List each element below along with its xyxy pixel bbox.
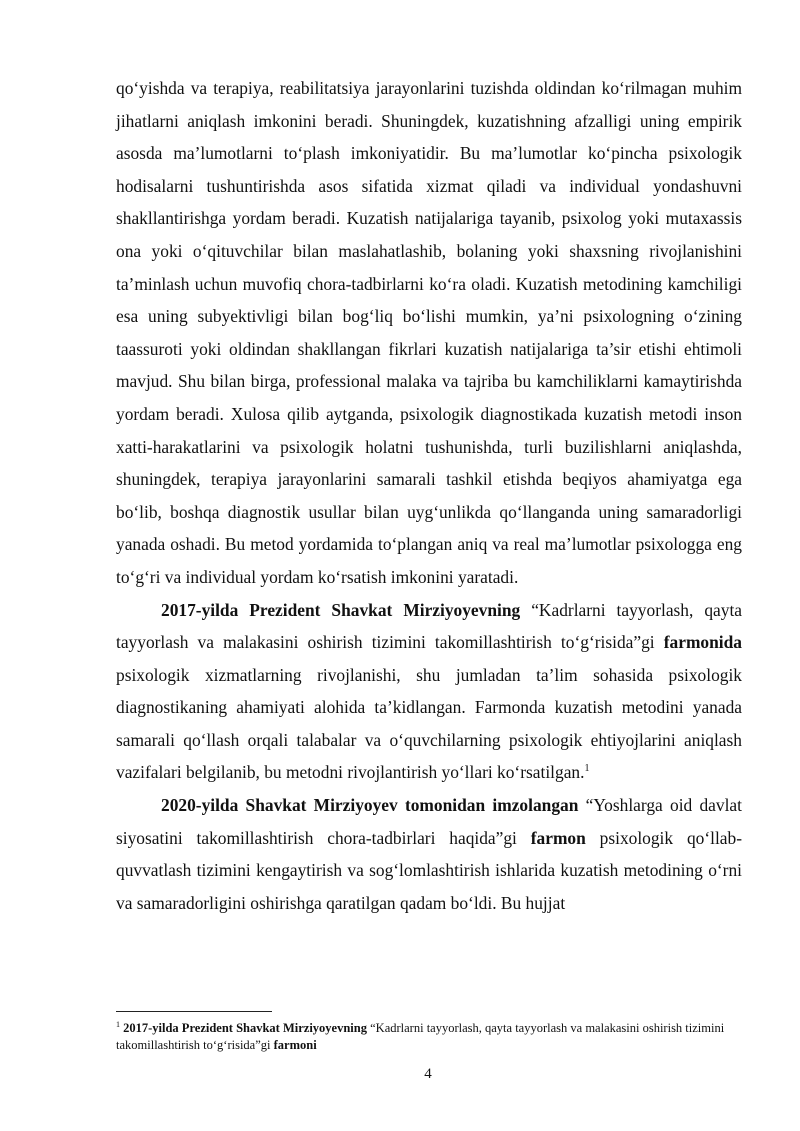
footnote-bold-end: farmoni (273, 1038, 317, 1052)
page-number: 4 (424, 1066, 432, 1082)
paragraph-farmon-2017 (116, 594, 742, 790)
footnote (116, 1020, 742, 1054)
bold-lead-2017: 2017-yilda Prezident Shavkat Mirziyoyevning (161, 599, 521, 620)
footnote-bold-lead: 2017-yilda Prezident Shavkat Mirziyoyevning (123, 1021, 367, 1035)
body-text (116, 72, 742, 919)
bold-farmon: farmon (530, 827, 586, 848)
paragraph-kuzatish-metodi: qo‘yishda va terapiya, reabilitatsiya jarayonlarini tuzishda oldindan ko‘rilmagan muhim jihatlarni aniqlash imkonini beradi. Shuningdek, kuzatishning afzalligi uning empirik asosda ma’lumotlarni to‘plash imkoniyatidir. Bu ma’lumotlar ko‘pincha psixologik hodisalarni tushuntirishda asos sifatida xizmat qiladi va individual yondashuvni shakllantirishga yordam beradi. Kuzatish natijalariga tayanib, psixolog yoki mutaxassis ona yoki o‘qituvchilar bilan maslahatlashib, bolaning yoki shaxsning rivojlanishini ta’minlash uchun muvofiq chora-tadbirlarni ko‘ra oladi. Kuzatish metodining kamchiligi esa uning subyektivligi bilan bog‘liq bo‘lishi mumkin, ya’ni psixologning o‘zining taassuroti yoki oldindan shakllangan fikrlari kuzatish natijalariga ta’sir etishi ehtimoli mavjud. Shu bilan birga, professional malaka va tajriba bu kamchiliklarni kamaytirishda yordam beradi. Xulosa qilib aytganda, psixologik diagnostikada kuzatish metodi inson xatti-harakatlarini va psixologik holatni tushunishda, turli buzilishlarni aniqlashda, shuningdek, terapiya jarayonlarini samarali tashkil etishda beqiyos ahamiyatga ega bo‘lib, boshqa diagnostik usullar bilan uyg‘unlikda qo‘llanganda uning samaradorligi yanada oshadi. Bu metod yordamida to‘plangan aniq va real ma’lumotlar psixologga eng to‘g‘ri va individual yordam ko‘rsatish imkonini yaratadi. (116, 78, 742, 587)
text-2017-a: “Kadrlarni tayyorlash, qayta tayyorlash va malakasini oshirish tizimini takomillashtirish to‘g‘risida”gi (116, 599, 742, 653)
bold-farmonida: farmonida (663, 632, 742, 653)
footnote-reference[interactable]: 1 (584, 763, 590, 775)
paragraph-farmon-2020 (116, 789, 742, 919)
text-2017-b: psixologik xizmatlarning rivojlanishi, shu jumladan ta’lim sohasida psixologik diagnostikaning ahamiyati alohida ta’kidlangan. Farmonda kuzatish metodini yanada samarali qo‘llash orqali talabalar va o‘quvchilarning psixologik ehtiyojlarini aniqlash vazifalari belgilanib, bu metodni rivojlantirish yo‘llari ko‘rsatilgan. (116, 664, 742, 783)
bold-lead-2020: 2020-yilda Shavkat Mirziyoyev tomonidan imzolangan (161, 795, 579, 816)
text-2020-b: psixologik qo‘llab-quvvatlash tizimini kengaytirish va sog‘lomlashtirish ishlarida kuzatish metodining o‘rni va samaradorligini oshirishga qaratilgan qadam bo‘ldi. Bu hujjat (116, 827, 742, 913)
text-2020-a: “Yoshlarga oid davlat siyosatini takomillashtirish chora-tadbirlari haqida”gi (116, 795, 742, 848)
footnote-separator (116, 1011, 272, 1012)
footnote-text: “Kadrlarni tayyorlash, qayta tayyorlash va malakasini oshirish tizimini takomillashtirish to‘g‘risida”gi (116, 1021, 725, 1052)
footnote-mark: 1 (116, 1019, 120, 1029)
